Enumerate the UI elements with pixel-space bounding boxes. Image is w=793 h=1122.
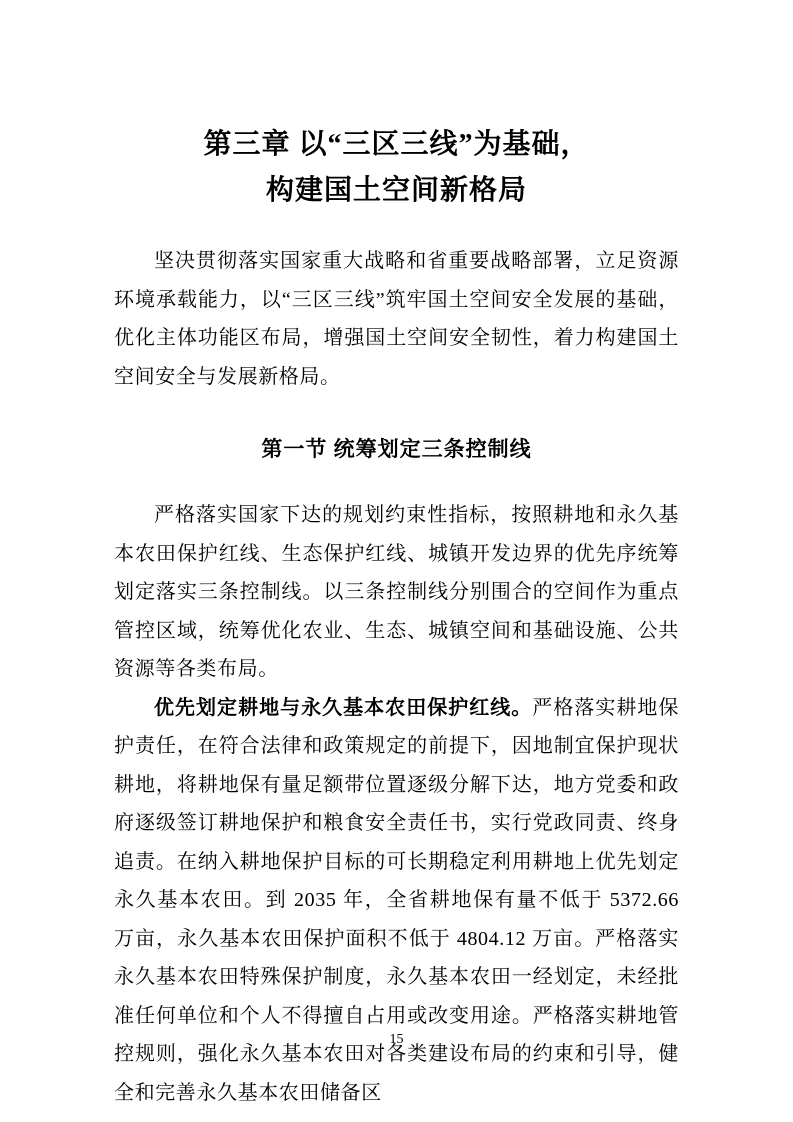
section-paragraph-2: [114, 689, 679, 1113]
section-heading: 第一节 统筹划定三条控制线: [261, 437, 532, 461]
paragraph-body-text: 严格落实耕地保护责任，在符合法律和政策规定的前提下，因地制宜保护现状耕地，将耕地保有量足额带位置逐级分解下达，地方党委和政府逐级签订耕地保护和粮食安全责任书，实行党政同责、终身追责。在纳入耕地保护目标的可长期稳定利用耕地上优先划定永久基本农田。到 2035 年，全省耕地保有量不低于 5372.66 万亩，永久基本农田保护面积不低于 4804.12 万亩。严格落实永久基本农田特殊保护制度，永久基本农田一经划定，未经批准任何单位和个人不得擅自占用或改变用途。严格落实耕地管控规则，强化永久基本农田对各类建设布局的约束和引导，健全和完善永久基本农田储备区: [114, 696, 679, 1104]
section-paragraph-1: 严格落实国家下达的规划约束性指标，按照耕地和永久基本农田保护红线、生态保护红线、城镇开发边界的优先序统筹划定落实三条控制线。以三条控制线分别围合的空间作为重点管控区域，统筹优化农业、生态、城镇空间和基础设施、公共资源等各类布局。: [114, 504, 679, 680]
paragraph-bold-lead: 优先划定耕地与永久基本农田保护红线。: [154, 696, 533, 719]
page-number: 15: [389, 1032, 404, 1047]
intro-paragraph: 坚决贯彻落实国家重大战略和省重要战略部署，立足资源环境承载能力，以“三区三线”筑牢国土空间安全发展的基础，优化主体功能区布局，增强国土空间安全韧性，着力构建国土空间安全与发展新格局。: [114, 250, 679, 388]
chapter-title-line2: 构建国土空间新格局: [265, 175, 527, 206]
chapter-title-line1: 第三章 以“三区三线”为基础，: [203, 129, 590, 160]
chapter-title: [114, 122, 679, 214]
